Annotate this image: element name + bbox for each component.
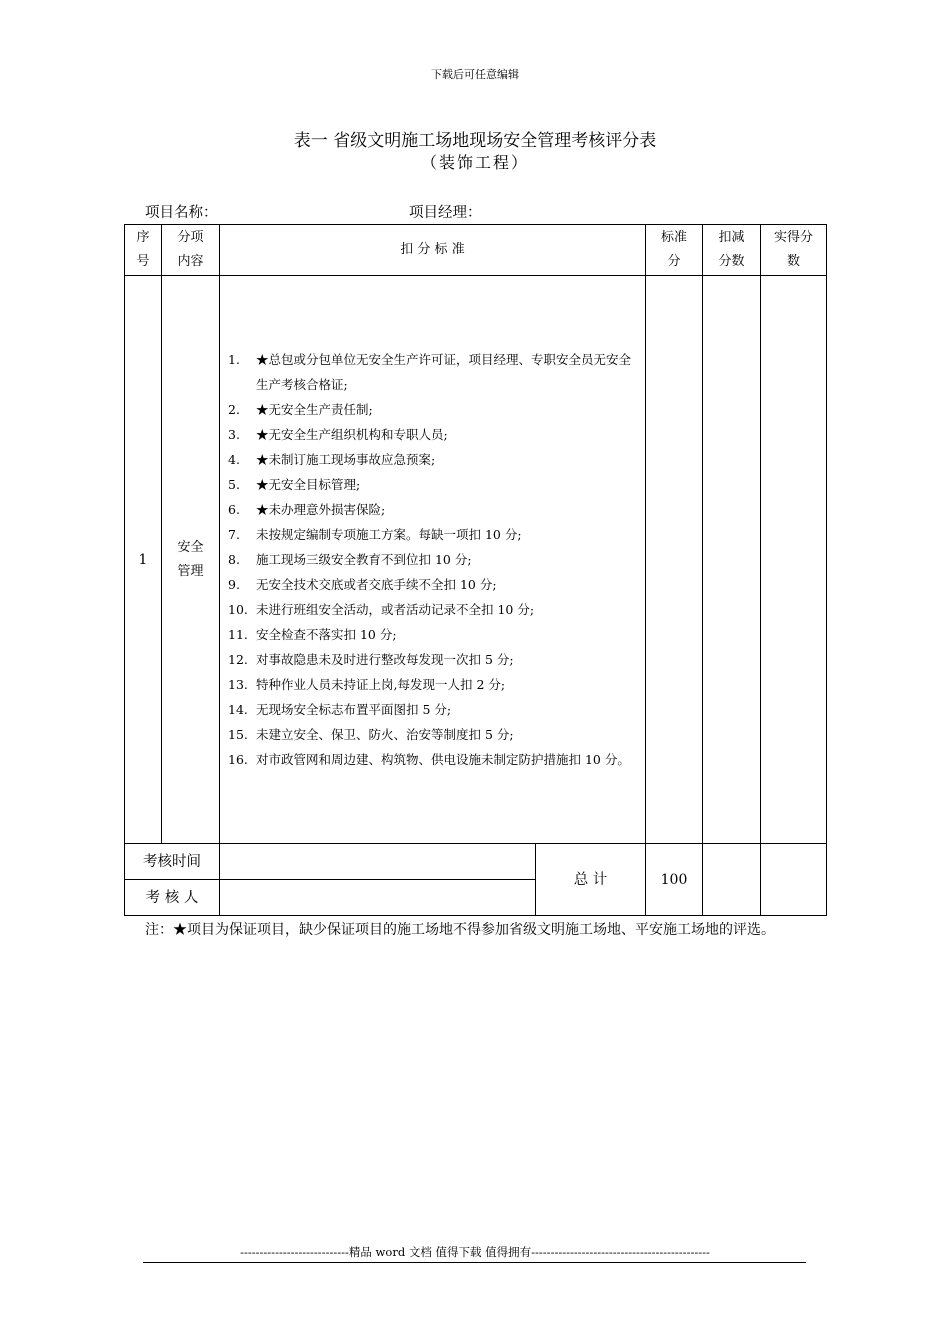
header-actual-score: 实得分 数 (761, 225, 827, 276)
criteria-item (228, 672, 639, 697)
row-item: 安全 管理 (162, 276, 220, 844)
review-time-value (220, 844, 536, 880)
criteria-item (228, 547, 639, 572)
header-standard-score: 标准 分 (646, 225, 703, 276)
criteria-number: 11. (228, 627, 248, 642)
criteria-number: 8. (228, 552, 240, 567)
criteria-number: 5. (228, 477, 240, 492)
project-manager-label: 项目经理： (409, 205, 482, 221)
page-subtitle: （装饰工程） (420, 153, 529, 172)
row-seq: 1 (125, 276, 162, 844)
header-criteria: 扣 分 标 准 (220, 225, 646, 276)
total-actual-score (761, 844, 827, 916)
footer-rule (143, 1262, 806, 1263)
criteria-text: 未按规定编制专项施工方案。每缺一项扣 10 分; (256, 527, 522, 542)
header-deduction: 扣减 分数 (703, 225, 761, 276)
criteria-item (228, 447, 639, 472)
criteria-item (228, 647, 639, 672)
criteria-item (228, 597, 639, 622)
criteria-item (228, 697, 639, 722)
criteria-item (228, 622, 639, 647)
row-standard-score (646, 276, 703, 844)
header-item: 分项 内容 (162, 225, 220, 276)
footnote: 注：★项目为保证项目，缺少保证项目的施工场地不得参加省级文明施工场地、平安施工场地的评选。 (145, 922, 775, 938)
criteria-text: 对市政管网和周边建、构筑物、供电设施未制定防护措施扣 10 分。 (256, 752, 630, 767)
criteria-text: 无安全技术交底或者交底手续不全扣 10 分; (256, 577, 497, 592)
criteria-number: 4. (228, 452, 240, 467)
review-time-row (125, 844, 827, 880)
criteria-item (228, 722, 639, 747)
criteria-number: 9. (228, 577, 240, 592)
total-deduction (703, 844, 761, 916)
criteria-item (228, 522, 639, 547)
criteria-item (228, 397, 639, 422)
criteria-item (228, 422, 639, 447)
criteria-number: 2. (228, 402, 240, 417)
criteria-text: 特种作业人员未持证上岗,每发现一人扣 2 分; (256, 677, 506, 692)
header-note: 下载后可任意编辑 (431, 68, 519, 81)
criteria-item (228, 472, 639, 497)
criteria-item (228, 747, 639, 772)
criteria-item (228, 572, 639, 597)
total-label: 总 计 (536, 844, 646, 916)
criteria-number: 1. (228, 352, 240, 367)
criteria-number: 7. (228, 527, 240, 542)
criteria-text: ★无安全生产责任制; (256, 402, 373, 417)
criteria-text: ★总包或分包单位无安全生产许可证，项目经理、专职安全员无安全生产考核合格证; (256, 352, 632, 392)
row-actual-score (761, 276, 827, 844)
reviewer-label: 考 核 人 (125, 880, 220, 916)
reviewer-value (220, 880, 536, 916)
criteria-number: 14. (228, 702, 248, 717)
footer-text: ----------------------------精品 word 文档 值得下载 值得拥有---------------------------------------------- (240, 1245, 710, 1259)
review-time-label: 考核时间 (125, 844, 220, 880)
criteria-text: 施工现场三级安全教育不到位扣 10 分; (256, 552, 472, 567)
criteria-text: 无现场安全标志布置平面图扣 5 分; (256, 702, 452, 717)
criteria-number: 12. (228, 652, 248, 667)
criteria-text: ★未制订施工现场事故应急预案; (256, 452, 436, 467)
table-row (125, 276, 827, 844)
row-criteria (220, 276, 646, 844)
project-name-label: 项目名称： (145, 205, 218, 221)
row-deduction (703, 276, 761, 844)
table-header-row (125, 225, 827, 276)
criteria-item (228, 497, 639, 522)
criteria-text: ★未办理意外损害保险; (256, 502, 386, 517)
header-seq: 序 号 (125, 225, 162, 276)
criteria-text: 未建立安全、保卫、防火、治安等制度扣 5 分; (256, 727, 514, 742)
criteria-number: 3. (228, 427, 240, 442)
criteria-text: 安全检查不落实扣 10 分; (256, 627, 397, 642)
criteria-text: ★无安全生产组织机构和专职人员; (256, 427, 448, 442)
criteria-text: 对事故隐患未及时进行整改每发现一次扣 5 分; (256, 652, 514, 667)
criteria-list (220, 347, 645, 772)
criteria-text: ★无安全目标管理; (256, 477, 361, 492)
criteria-number: 10. (228, 602, 248, 617)
page-title: 表一 省级文明施工场地现场安全管理考核评分表 (293, 131, 657, 151)
criteria-item (228, 347, 639, 397)
criteria-number: 15. (228, 727, 248, 742)
criteria-number: 6. (228, 502, 240, 517)
criteria-text: 未进行班组安全活动，或者活动记录不全扣 10 分; (256, 602, 535, 617)
criteria-number: 16. (228, 752, 248, 767)
total-value: 100 (646, 844, 703, 916)
criteria-number: 13. (228, 677, 248, 692)
score-table (124, 224, 827, 916)
